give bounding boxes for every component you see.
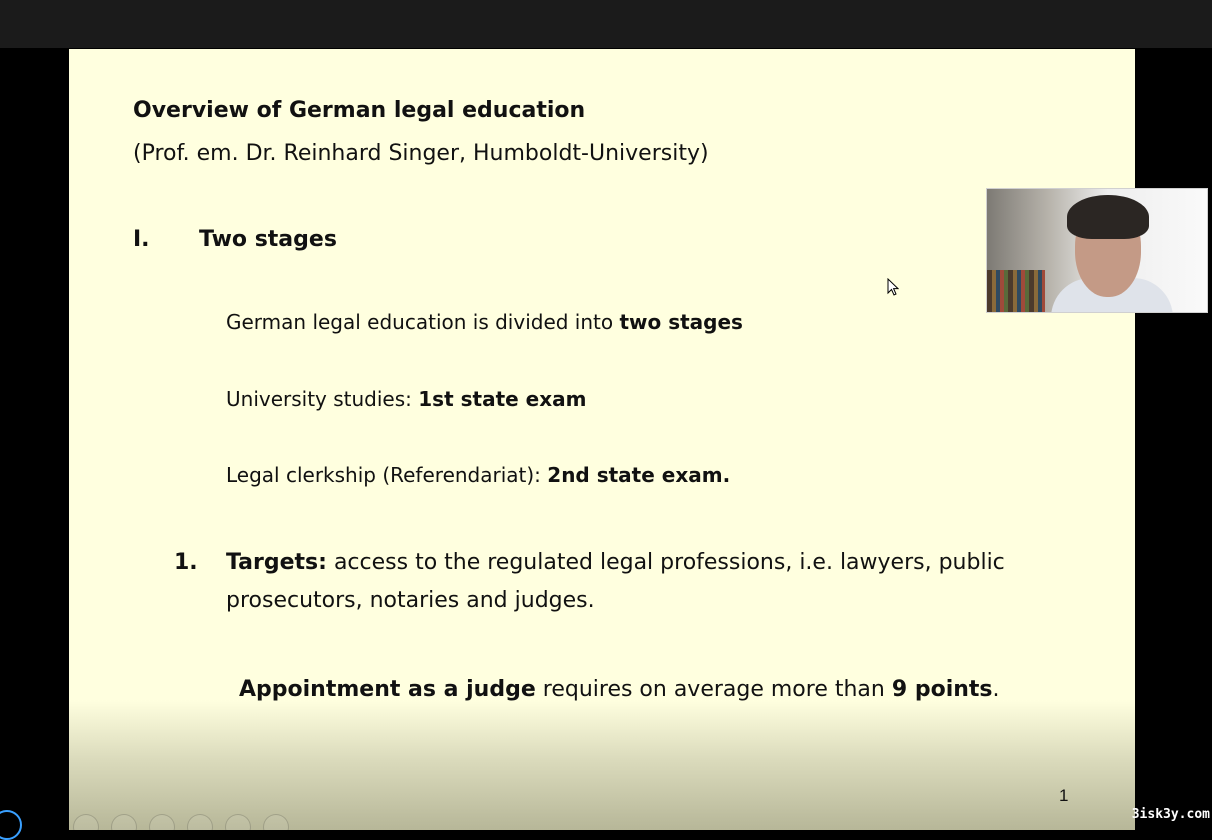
bullet-bold: 2nd state exam.: [547, 463, 730, 487]
prev-icon[interactable]: [73, 814, 99, 830]
bullet-text: University studies:: [226, 387, 418, 411]
bullet-legal-clerkship: [226, 463, 730, 487]
zoom-icon[interactable]: [225, 814, 251, 830]
bookshelf-background: [987, 270, 1045, 312]
bullet-two-stages: [226, 310, 743, 334]
bullet-bold: two stages: [619, 310, 743, 334]
bullet-bold: 1st state exam: [418, 387, 586, 411]
slide-title: Overview of German legal education: [133, 98, 585, 123]
targets-label: Targets:: [226, 550, 327, 575]
section-number: I.: [133, 227, 150, 252]
appointment-text: requires on average more than: [536, 677, 892, 702]
targets-line-2: prosecutors, notaries and judges.: [226, 588, 595, 613]
appointment-end: .: [993, 677, 1000, 702]
targets-line-1: [226, 550, 1005, 575]
bullet-university-studies: [226, 387, 586, 411]
bullet-text: Legal clerkship (Referendariat):: [226, 463, 547, 487]
slideshow-controls: [73, 814, 289, 830]
section-title: Two stages: [199, 227, 337, 252]
appointment-line: [239, 677, 1000, 702]
slides-icon[interactable]: [187, 814, 213, 830]
appointment-points: 9 points: [892, 677, 993, 702]
item-number: 1.: [174, 550, 198, 575]
slide-bottom-fade: [69, 700, 1135, 830]
presentation-slide: [69, 49, 1135, 830]
pen-icon[interactable]: [149, 814, 175, 830]
presenter-toggle-icon[interactable]: [0, 810, 22, 840]
person-hair: [1067, 195, 1149, 239]
mouse-cursor-icon: [887, 278, 899, 296]
watermark: 3isk3y.com: [1132, 807, 1210, 822]
slide-page-number: 1: [1059, 786, 1068, 806]
more-icon[interactable]: [263, 814, 289, 830]
slide-subtitle: (Prof. em. Dr. Reinhard Singer, Humboldt-University): [133, 141, 709, 166]
targets-text: access to the regulated legal professions, i.e. lawyers, public: [327, 550, 1005, 575]
bullet-text: German legal education is divided into: [226, 310, 619, 334]
appointment-bold: Appointment as a judge: [239, 677, 536, 702]
webcam-video-feed[interactable]: [986, 188, 1208, 313]
window-top-bar: [0, 0, 1212, 48]
next-icon[interactable]: [111, 814, 137, 830]
